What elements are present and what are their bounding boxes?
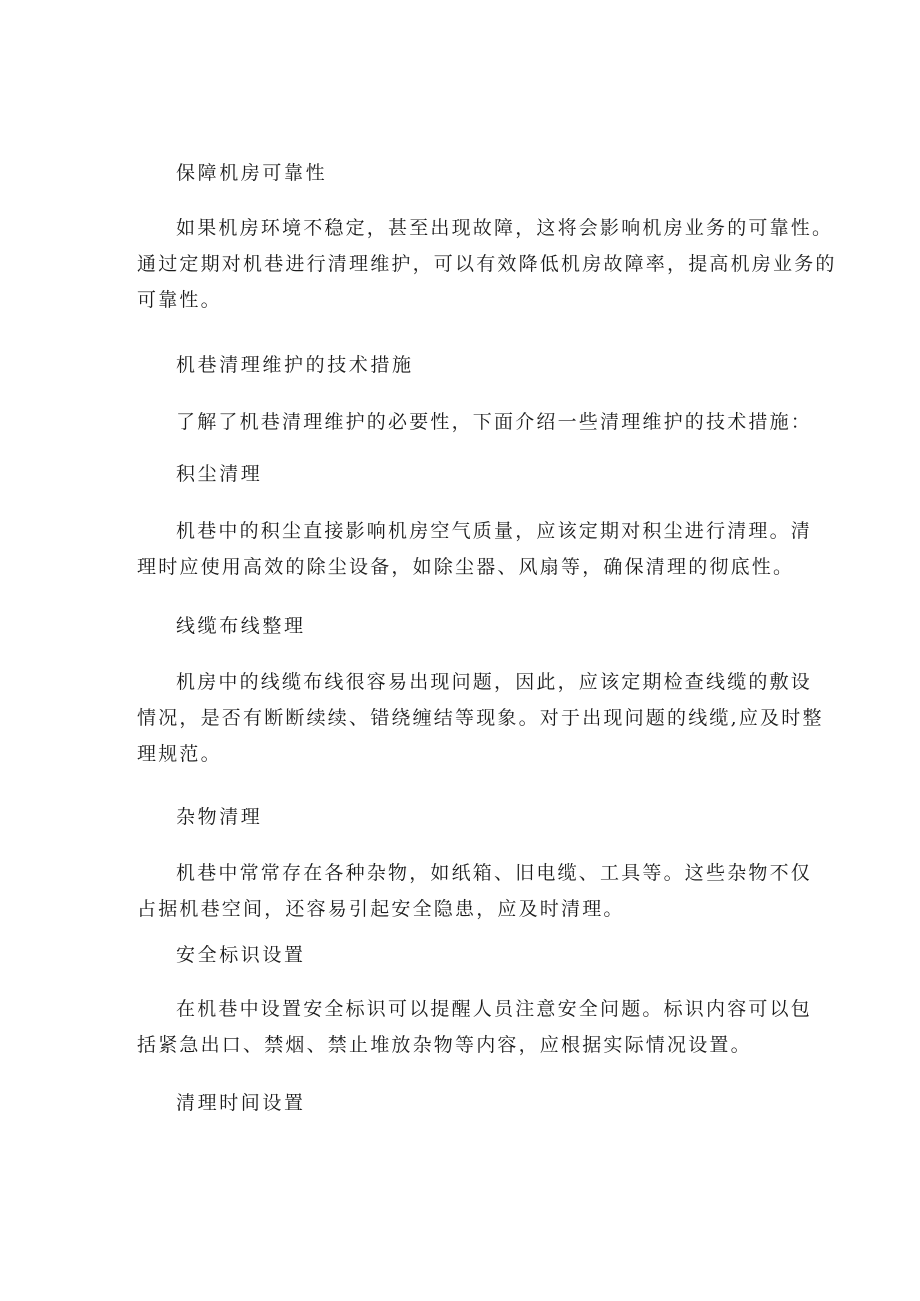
- heading-text: 保障机房可靠性: [176, 162, 328, 184]
- section-heading-dust-cleaning: [176, 456, 856, 492]
- paragraph-debris-cleaning: [137, 855, 817, 927]
- heading-text: 机巷清理维护的技术措施: [176, 354, 414, 376]
- heading-text: 安全标识设置: [176, 944, 306, 966]
- paragraph-technical-measures: [137, 404, 817, 440]
- section-heading-cleaning-schedule: [176, 1085, 856, 1121]
- heading-text: 积尘清理: [176, 463, 263, 485]
- heading-text: 杂物清理: [176, 806, 263, 828]
- heading-text: 清理时间设置: [176, 1092, 306, 1114]
- paragraph-line: 括紧急出口、禁烟、禁止堆放杂物等内容，应根据实际情况设置。: [137, 1034, 752, 1056]
- section-heading-safety-signs: [176, 937, 856, 973]
- heading-text: 线缆布线整理: [176, 615, 306, 637]
- paragraph-line: 可靠性。: [137, 289, 222, 311]
- paragraph-line: 在机巷中设置安全标识可以提醒人员注意安全问题。标识内容可以包: [176, 998, 813, 1020]
- paragraph-line: 了解了机巷清理维护的必要性，下面介绍一些清理维护的技术措施：: [176, 411, 813, 433]
- section-heading-cable-management: [176, 608, 856, 644]
- paragraph-line: 如果机房环境不稳定，甚至出现故障，这将会影响机房业务的可靠性。: [176, 217, 834, 239]
- paragraph-line: 理时应使用高效的除尘设备，如除尘器、风扇等，确保清理的彻底性。: [137, 556, 795, 578]
- paragraph-line: 机巷中的积尘直接影响机房空气质量，应该定期对积尘进行清理。清: [176, 520, 813, 542]
- section-heading-debris-cleaning: [176, 799, 856, 835]
- paragraph-dust-cleaning: [137, 513, 817, 585]
- paragraph-line: 机房中的线缆布线很容易出现问题，因此，应该定期检查线缆的敷设: [176, 671, 813, 693]
- section-heading-reliability: [176, 155, 856, 191]
- paragraph-reliability: [137, 210, 837, 318]
- paragraph-line: 占据机巷空间，还容易引起安全隐患，应及时清理。: [137, 898, 625, 920]
- paragraph-cable-management: [137, 664, 824, 772]
- section-heading-technical-measures: [176, 347, 856, 383]
- paragraph-line: 理规范。: [137, 743, 222, 765]
- paragraph-line: 机巷中常常存在各种杂物，如纸箱、旧电缆、工具等。这些杂物不仅: [176, 862, 813, 884]
- paragraph-safety-signs: [137, 991, 817, 1063]
- paragraph-line: 情况，是否有断断续续、错绕缠结等现象。对于出现问题的线缆,应及时整: [137, 707, 824, 729]
- paragraph-line: 通过定期对机巷进行清理维护，可以有效降低机房故障率，提高机房业务的: [137, 253, 837, 275]
